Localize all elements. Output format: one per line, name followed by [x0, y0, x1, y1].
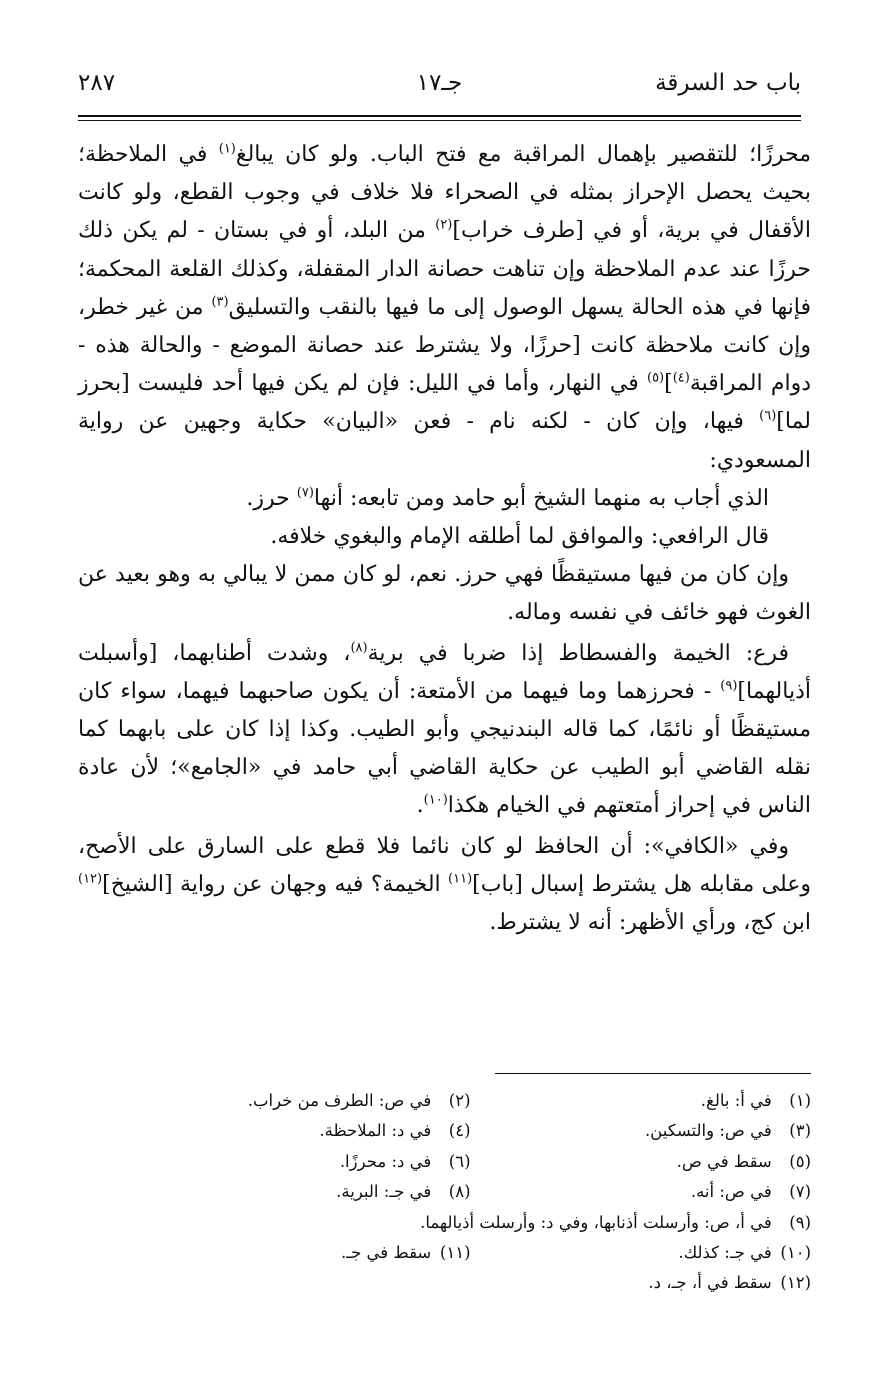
footnote-number: (١٢) [780, 1273, 811, 1293]
footnote-ref: (٥) [646, 370, 665, 386]
main-text [78, 136, 811, 942]
page-number: ٢٨٧ [78, 70, 116, 96]
footnote-number: (٥) [789, 1151, 811, 1171]
quote-2: قال الرافعي: والموافق لما أطلقه الإمام والبغوي خلافه. [270, 524, 769, 550]
footnote-row [130, 1238, 811, 1268]
footnote-number: (٩) [789, 1212, 811, 1232]
header-rule-thin [78, 120, 801, 121]
text-run: في الملاحظة؛ بحيث يحصل الإحراز بمثله في الصحراء فلا خلاف في وجوب القطع، ولو كانت الأقفال في برية، أو في [طرف خراب] [78, 142, 812, 244]
footnote-number: (١٠) [780, 1242, 811, 1262]
footnote-ref: (١١) [448, 871, 473, 887]
footnote-row [130, 1086, 811, 1116]
text-run: وفي «الكافي»: أن الحافظ لو كان نائما فلا قطع على السارق على الأصح، وعلى مقابله هل يشترط إسبال [باب] [78, 833, 811, 897]
footnote-ref: (٣) [211, 294, 229, 310]
footnote-2 [130, 1086, 471, 1116]
footnote-text: سقط في ص. [676, 1151, 772, 1171]
footnote-text: في ص: والتسكين. [644, 1121, 772, 1141]
text-run: فيها، وإن كان - لكنه نام - فعن «البيان» حكاية وجهين عن رواية المسعودي: [78, 409, 811, 473]
footnote-text: في د: محرزًا. [339, 1151, 432, 1171]
quote-1 [78, 480, 811, 518]
footnote-number: (٨) [448, 1182, 471, 1202]
text-run: من غير خطر، وإن كانت ملاحظة كانت [حرزًا، ولا يشترط عند حصانة الموضع - والحالة هذه - دوام المراقبة [78, 294, 811, 397]
text-run: فرع: الخيمة والفسطاط إذا ضربا في برية [367, 640, 789, 666]
footnote-4 [130, 1116, 471, 1146]
paragraph-4 [78, 828, 811, 943]
footnote-11 [130, 1238, 471, 1268]
footnote-text: سقط في جـ. [341, 1242, 432, 1262]
text-run: في النهار، وأما في الليل: فإن لم يكن فيها أحد فليست [بحرز لما] [78, 371, 811, 435]
footnote-10 [471, 1238, 812, 1268]
footnote-number: (١١) [439, 1242, 471, 1262]
footnote-text: سقط في أ، جـ، د. [648, 1273, 772, 1293]
text-run: الخيمة؟ فيه وجهان عن رواية [الشيخ] [102, 871, 449, 897]
footnote-text: في أ، ص: وأرسلت أذنابها، وفي د: وأرسلت أذيالهما. [420, 1212, 772, 1232]
footnote-ref: (٦) [759, 409, 777, 425]
footnote-number: (٧) [789, 1182, 811, 1202]
footnote-number: (٦) [448, 1151, 471, 1171]
footnote-text: في د: الملاحظة. [319, 1121, 432, 1141]
text-run: ، وشدت أطنابهما، [وأسبلت أذيالهما] [78, 640, 811, 704]
footnote-row [130, 1177, 811, 1207]
footnote-row [130, 1116, 811, 1146]
footnote-number: (١) [789, 1091, 811, 1110]
footnote-text: في جـ: كذلك. [678, 1242, 772, 1262]
footnote-ref: (١٢) [78, 871, 103, 887]
footnote-ref: (٤) [672, 370, 690, 386]
paragraph-3 [78, 635, 811, 826]
footnote-text: في جـ: البرية. [336, 1182, 432, 1202]
volume-label: جـ١٧ [416, 70, 463, 96]
footnote-ref: (٢) [435, 218, 453, 234]
footnote-text: في أ: بالغ. [700, 1091, 772, 1110]
footnote-number: (٤) [448, 1121, 471, 1141]
footnote-1 [471, 1086, 812, 1116]
text-run: حرز. [246, 485, 297, 511]
footnote-number: (٢) [448, 1091, 471, 1110]
running-header [78, 70, 801, 110]
footnote-row [130, 1268, 811, 1298]
footnote-separator [495, 1073, 811, 1074]
footnote-text: في ص: الطرف من خراب. [247, 1091, 432, 1110]
text-run: من البلد، أو في بستان - لم يكن ذلك حرزًا عند عدم الملاحظة وإن تناهت حصانة الدار المقفلة، وكذلك القلعة المحكمة؛ فإنها في هذه الحالة يسهل الوصول إلى ما فيها بالنقب والتسليق [78, 218, 812, 320]
text-run: . [416, 793, 424, 819]
footnote-7 [471, 1177, 812, 1207]
text-run: الذي أجاب به منهما الشيخ أبو حامد ومن تابعه: أنها [313, 485, 769, 511]
paragraph-2: وإن كان من فيها مستيقظًا فهي حرز. نعم، لو كان ممن لا يبالي به وهو بعيد عن الغوث فهو خائف في نفسه وماله. [78, 562, 811, 626]
footnote-12 [648, 1268, 811, 1298]
footnote-ref: (٨) [350, 640, 368, 656]
footnote-row [130, 1208, 811, 1238]
footnote-row [130, 1147, 811, 1177]
footnote-3 [471, 1116, 812, 1146]
text-run: ابن كج، ورأي الأظهر: أنه لا يشترط. [489, 910, 811, 936]
text-run: محرزًا؛ للتقصير بإهمال المراقبة مع فتح الباب. ولو كان يبالغ [235, 142, 812, 167]
footnote-number: (٣) [789, 1121, 811, 1141]
text-run: ] [664, 371, 673, 397]
text-run: - فحرزهما وما فيهما من الأمتعة: أن يكون صاحبهما فيهما، سواء كان مستيقظًا أو نائمًا، كما قاله البندنيجي وأبو الطيب. وكذا إذا كان على بابهما كما نقله القاضي أبو الطيب عن حكاية القاضي أبي حامد في «الجامع»؛ لأن عادة الناس في إحراز أمتعتهم في الخيام هكذا [78, 678, 811, 819]
footnote-9 [420, 1208, 811, 1238]
footnote-ref: (٧) [296, 485, 314, 501]
footnote-8 [130, 1177, 471, 1207]
footnote-ref: (١٠) [423, 793, 448, 809]
footnote-text: في ص: أنه. [690, 1182, 772, 1202]
footnote-ref: (٩) [720, 678, 738, 694]
header-rule-thick [78, 115, 801, 117]
footnote-5 [471, 1147, 812, 1177]
footnote-ref: (١) [218, 141, 236, 157]
chapter-title: باب حد السرقة [655, 70, 801, 96]
footnotes [130, 1086, 811, 1299]
paragraph-1 [78, 136, 811, 480]
footnote-6 [130, 1147, 471, 1177]
